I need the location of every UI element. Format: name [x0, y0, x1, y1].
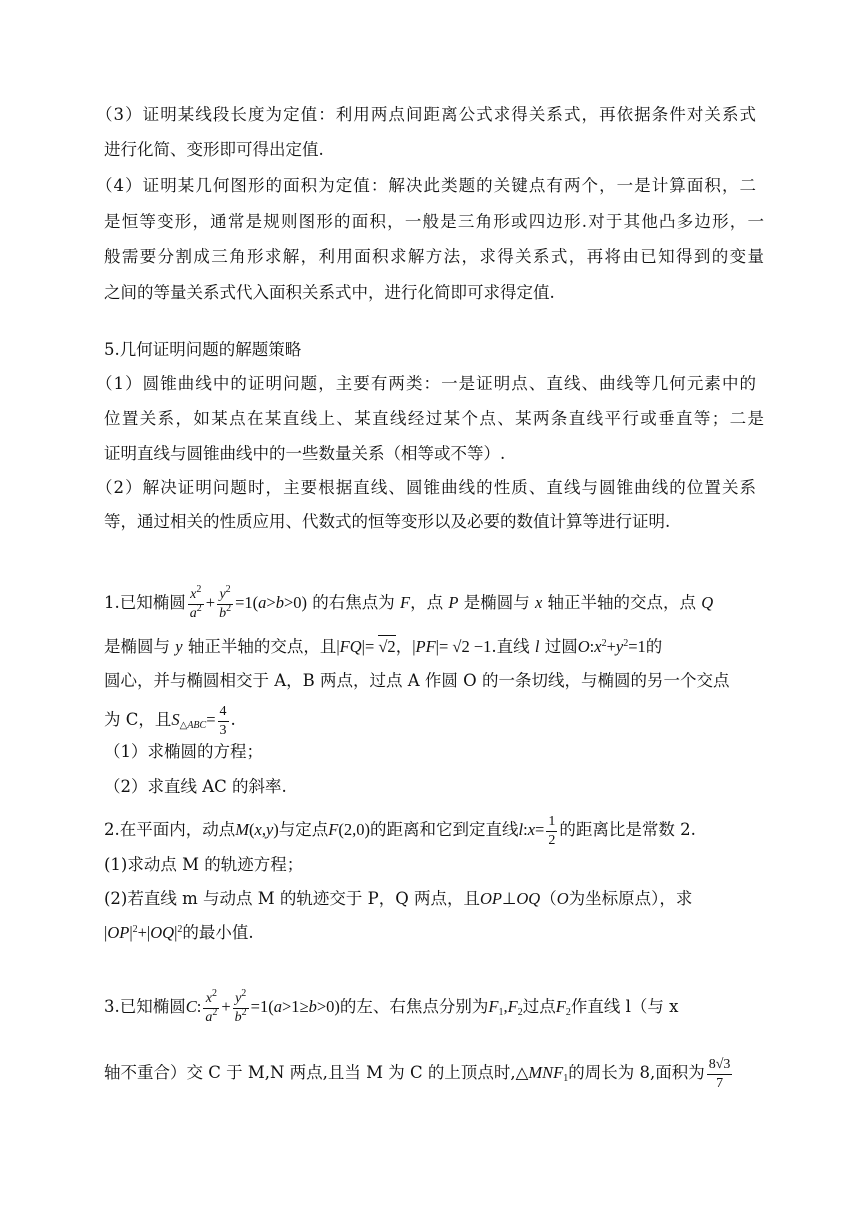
section-5-para-1-line-3: 证明直线与圆锥曲线中的一些数量关系（相等或不等）.	[104, 444, 506, 463]
q3-line-1: 3.已知椭圆C: $\frac{x^2}{a^2}$ + $\frac{y^2}{b^2}$ =1(a>1≥b>0)的左、右焦点分别为$F_1,F_2$过点$F_2$作直线 l（与 x	[104, 987, 679, 1025]
section-5-para-2-line-2: 等，通过相关的性质应用、代数式的恒等变形以及必要的数值计算等进行证明.	[104, 512, 671, 531]
q2-sub-1: (1)求动点 M 的轨迹方程；	[104, 855, 304, 874]
q1-line-2: 是椭圆与 y 轴正半轴的交点，且|FQ|= √2，|PF|= √2 −1.直线 l 过圆$O:x^2+y^2=1$的	[104, 637, 663, 656]
q1-sub-2: （2）求直线 AC 的斜率.	[104, 777, 287, 796]
q1-line-1: 1.已知椭圆 $\frac{x^2}{a^2}$ + $\frac{y^2}{b^2}$ =1(a>b>0) 的右焦点为 F，点 P 是椭圆与 x 轴正半轴的交点，点 Q	[104, 583, 714, 621]
para-4-line-1: （4）证明某几何图形的面积为定值：解决此类题的关键点有两个，一是计算面积，二	[96, 176, 756, 195]
q1-line-3: 圆心，并与椭圆相交于 A，B 两点，过点 A 作圆 O 的一条切线，与椭圆的另一个交点	[104, 671, 730, 690]
para-4-line-4: 之间的等量关系式代入面积关系式中，进行化简即可求得定值.	[104, 283, 555, 302]
q1-sub-1: （1）求椭圆的方程；	[104, 742, 263, 761]
section-5-para-1-line-2: 位置关系，如某点在某直线上、某直线经过某个点、某两条直线平行或垂直等；二是	[104, 409, 764, 428]
section-5-title: 5.几何证明问题的解题策略	[104, 340, 302, 359]
section-5-para-2-line-1: （2）解决证明问题时，主要根据直线、圆锥曲线的性质、直线与圆锥曲线的位置关系	[96, 478, 756, 497]
para-3-line-2: 进行化简、变形即可得出定值.	[104, 140, 324, 159]
para-4-line-3: 般需要分割成三角形求解，利用面积求解方法，求得关系式，再将由已知得到的变量	[104, 247, 764, 266]
para-3-line-1: （3）证明某线段长度为定值：利用两点间距离公式求得关系式，再依据条件对关系式	[96, 105, 756, 124]
q3-line-2: 轴不重合）交 C 于 M,N 两点,且当 M 为 C 的上顶点时$,\triangle MNF_1$的周长为 8,面积为 $\frac{8√3}{7}$	[104, 1056, 731, 1091]
q2-sub-2-line-2: $|OP|^2+|OQ|^2$的最小值.	[104, 923, 254, 942]
q2-sub-2-line-1: (2)若直线 m 与动点 M 的轨迹交于 P，Q 两点，且OP⊥OQ（O为坐标原点），求	[104, 889, 693, 908]
q2-line-1: 2.在平面内，动点M(x,y)与定点F(2,0)的距离和它到定直线l:x= $\frac{1}{2}$ 的距离比是常数 2.	[104, 813, 696, 848]
q1-line-4: 为 C，且$S_{\triangle ABC}=$ $\frac{4}{3}$ .	[104, 703, 236, 738]
para-4-line-2: 是恒等变形，通常是规则图形的面积，一般是三角形或四边形.对于其他凸多边形，一	[104, 212, 764, 231]
section-5-para-1-line-1: （1）圆锥曲线中的证明问题，主要有两类：一是证明点、直线、曲线等几何元素中的	[96, 374, 756, 393]
